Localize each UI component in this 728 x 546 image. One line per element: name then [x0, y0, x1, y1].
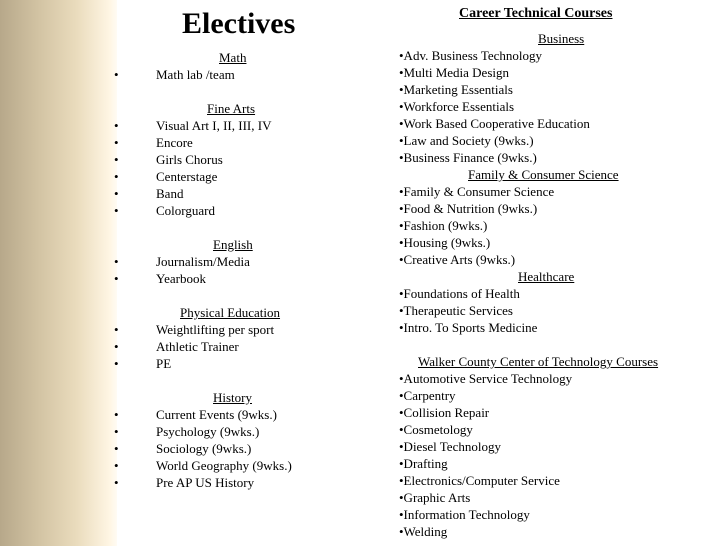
bullet: •	[114, 135, 119, 150]
list-item: •Family & Consumer Science	[399, 184, 555, 199]
bullet: •	[114, 67, 119, 82]
list-item: Sociology (9wks.)	[156, 441, 252, 456]
section-header-family-consumer-science: Family & Consumer Science	[468, 167, 619, 182]
section-header-healthcare: Healthcare	[518, 269, 575, 284]
career-title: Career Technical Courses	[459, 6, 613, 21]
bullet: •	[114, 424, 119, 439]
list-item: •Welding	[399, 524, 448, 539]
bullet: •	[114, 322, 119, 337]
list-item: •Law and Society (9wks.)	[399, 133, 534, 148]
list-item: •Creative Arts (9wks.)	[399, 252, 516, 267]
list-item: Band	[156, 186, 184, 201]
bullet: •	[114, 339, 119, 354]
section-header-fine-arts: Fine Arts	[207, 101, 256, 116]
bullet: •	[114, 203, 119, 218]
list-item: •Marketing Essentials	[399, 82, 513, 97]
bullet: •	[114, 356, 119, 371]
list-item: •Multi Media Design	[399, 65, 509, 80]
bullet: •	[114, 254, 119, 269]
list-item: Girls Chorus	[156, 152, 223, 167]
list-item: Pre AP US History	[156, 475, 255, 490]
list-item: •Work Based Cooperative Education	[399, 116, 590, 131]
section-header-business: Business	[538, 31, 585, 46]
decorative-side-band	[0, 0, 110, 546]
list-item: Encore	[156, 135, 193, 150]
bullet: •	[114, 407, 119, 422]
list-item: •Diesel Technology	[399, 439, 501, 454]
list-item: •Carpentry	[399, 388, 456, 403]
list-item: Math lab /team	[156, 67, 235, 82]
list-item: •Graphic Arts	[399, 490, 471, 505]
list-item: Psychology (9wks.)	[156, 424, 260, 439]
list-item: •Drafting	[399, 456, 448, 471]
bullet: •	[114, 169, 119, 184]
bullet: •	[114, 441, 119, 456]
list-item: •Automotive Service Technology	[399, 371, 573, 386]
list-item: Colorguard	[156, 203, 215, 218]
section-header-walker-county: Walker County Center of Technology Courses	[418, 354, 659, 369]
section-header-english: English	[213, 237, 253, 252]
list-item: •Housing (9wks.)	[399, 235, 491, 250]
list-item: PE	[156, 356, 172, 371]
list-item: •Foundations of Health	[399, 286, 520, 301]
list-item: Athletic Trainer	[156, 339, 239, 354]
bullet: •	[114, 475, 119, 490]
section-header-history: History	[213, 390, 252, 405]
list-item: Yearbook	[156, 271, 206, 286]
list-item: Current Events (9wks.)	[156, 407, 277, 422]
list-item: Centerstage	[156, 169, 218, 184]
bullet: •	[114, 152, 119, 167]
list-item: Journalism/Media	[156, 254, 250, 269]
bullet: •	[114, 186, 119, 201]
list-item: •Food & Nutrition (9wks.)	[399, 201, 538, 216]
list-item: •Cosmetology	[399, 422, 473, 437]
electives-title: Electives	[182, 7, 296, 40]
bullet: •	[114, 458, 119, 473]
list-item: •Intro. To Sports Medicine	[399, 320, 538, 335]
list-item: Weightlifting per sport	[156, 322, 275, 337]
list-item: •Business Finance (9wks.)	[399, 150, 537, 165]
list-item: World Geography (9wks.)	[156, 458, 292, 473]
list-item: •Information Technology	[399, 507, 530, 522]
list-item: •Therapeutic Services	[399, 303, 513, 318]
list-item: •Fashion (9wks.)	[399, 218, 488, 233]
list-item: •Workforce Essentials	[399, 99, 515, 114]
section-header-physical-education: Physical Education	[180, 305, 281, 320]
bullet: •	[114, 118, 119, 133]
list-item: •Adv. Business Technology	[399, 48, 543, 63]
bullet: •	[114, 271, 119, 286]
list-item: •Collision Repair	[399, 405, 490, 420]
list-item: Visual Art I, II, III, IV	[156, 118, 272, 133]
section-header-math: Math	[219, 50, 247, 65]
list-item: •Electronics/Computer Service	[399, 473, 560, 488]
